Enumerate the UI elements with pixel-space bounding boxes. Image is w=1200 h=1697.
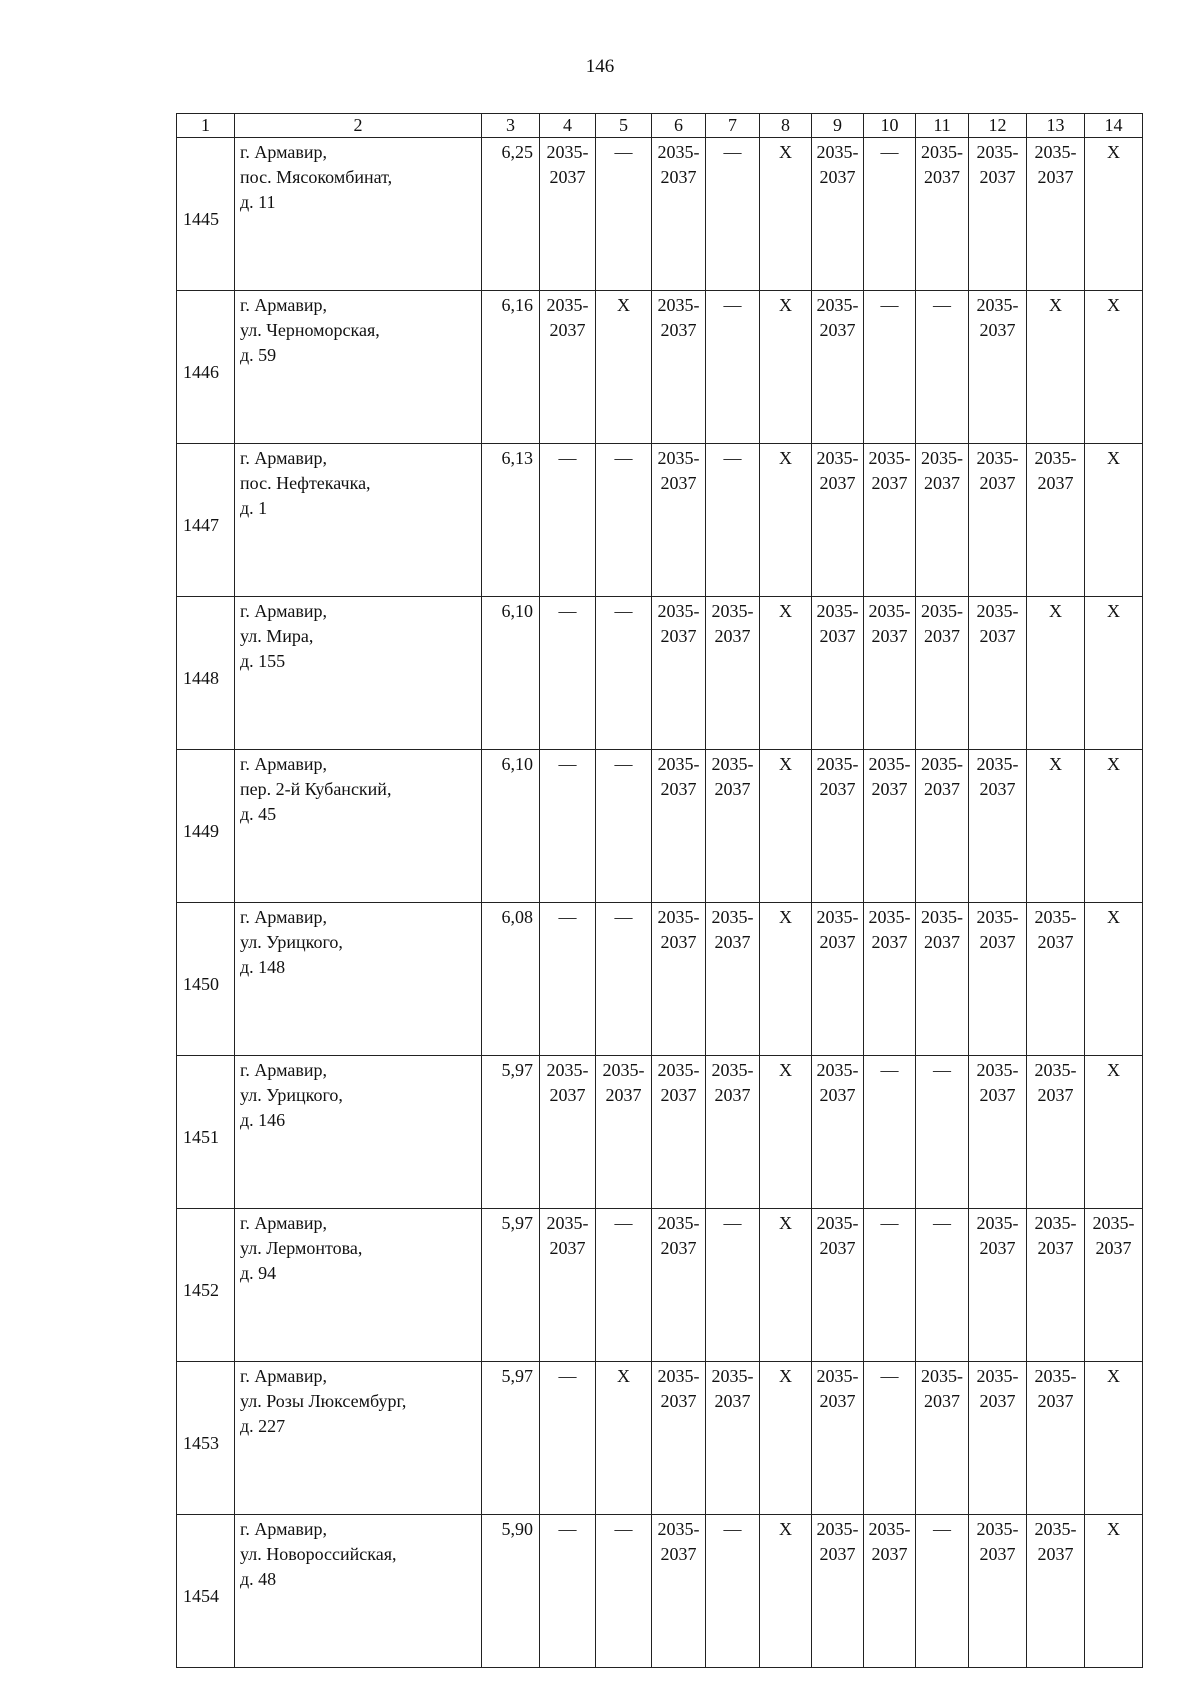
column-header: 2 xyxy=(235,114,482,138)
address-line: г. Армавир, xyxy=(240,1519,327,1539)
schedule-cell: 2035- 2037 xyxy=(540,291,596,444)
schedule-cell: 2035- 2037 xyxy=(969,750,1027,903)
index-value: 6,13 xyxy=(482,444,540,597)
schedule-cell: 2035- 2037 xyxy=(864,444,916,597)
schedule-cell: — xyxy=(864,138,916,291)
schedule-cell: X xyxy=(1085,1056,1143,1209)
schedule-cell: 2035- 2037 xyxy=(812,903,864,1056)
schedule-cell: 2035- 2037 xyxy=(706,903,760,1056)
schedule-cell: 2035- 2037 xyxy=(916,750,969,903)
schedule-cell: X xyxy=(1085,444,1143,597)
schedule-cell: X xyxy=(1085,291,1143,444)
schedule-cell: X xyxy=(1027,291,1085,444)
address-cell xyxy=(235,1515,482,1668)
address-line: пос. Нефтекачка, xyxy=(240,473,371,493)
schedule-cell: 2035- 2037 xyxy=(864,1515,916,1668)
index-value: 6,25 xyxy=(482,138,540,291)
address-line: г. Армавир, xyxy=(240,907,327,927)
schedule-cell: 2035- 2037 xyxy=(652,597,706,750)
schedule-cell: X xyxy=(760,1209,812,1362)
address-line: ул. Мира, xyxy=(240,626,314,646)
schedule-cell: 2035- 2037 xyxy=(540,1209,596,1362)
column-header: 5 xyxy=(596,114,652,138)
address-line: г. Армавир, xyxy=(240,754,327,774)
address-cell xyxy=(235,138,482,291)
schedule-cell: 2035- 2037 xyxy=(706,1362,760,1515)
schedule-cell: 2035- 2037 xyxy=(1027,1056,1085,1209)
address-line: ул. Новороссийская, xyxy=(240,1544,397,1564)
row-number: 1452 xyxy=(177,1209,235,1362)
schedule-cell: — xyxy=(706,291,760,444)
address-cell xyxy=(235,444,482,597)
row-number: 1451 xyxy=(177,1056,235,1209)
schedule-cell: — xyxy=(540,597,596,750)
table-row xyxy=(177,291,1143,444)
schedule-cell: X xyxy=(760,1515,812,1668)
schedule-cell: X xyxy=(1027,597,1085,750)
schedule-cell: 2035- 2037 xyxy=(652,903,706,1056)
address-line: д. 155 xyxy=(240,651,286,671)
row-number: 1447 xyxy=(177,444,235,597)
schedule-cell: X xyxy=(596,291,652,444)
schedule-cell: 2035- 2037 xyxy=(1027,903,1085,1056)
schedule-cell: 2035- 2037 xyxy=(652,750,706,903)
column-header: 9 xyxy=(812,114,864,138)
address-cell xyxy=(235,597,482,750)
schedule-cell: X xyxy=(760,444,812,597)
schedule-cell: — xyxy=(540,750,596,903)
schedule-cell: 2035- 2037 xyxy=(812,138,864,291)
column-header: 8 xyxy=(760,114,812,138)
schedule-cell: — xyxy=(864,1209,916,1362)
row-number: 1449 xyxy=(177,750,235,903)
schedule-cell: 2035- 2037 xyxy=(1027,1362,1085,1515)
schedule-cell: 2035- 2037 xyxy=(916,903,969,1056)
row-number: 1448 xyxy=(177,597,235,750)
schedule-cell: — xyxy=(540,1515,596,1668)
schedule-cell: 2035- 2037 xyxy=(969,1056,1027,1209)
schedule-cell: — xyxy=(916,291,969,444)
schedule-cell: — xyxy=(540,903,596,1056)
column-header: 11 xyxy=(916,114,969,138)
schedule-cell: — xyxy=(864,1362,916,1515)
address-line: пер. 2-й Кубанский, xyxy=(240,779,392,799)
schedule-cell: 2035- 2037 xyxy=(652,138,706,291)
schedule-cell: — xyxy=(706,1515,760,1668)
schedule-cell: X xyxy=(1085,138,1143,291)
index-value: 5,90 xyxy=(482,1515,540,1668)
schedule-cell: X xyxy=(760,750,812,903)
schedule-cell: X xyxy=(596,1362,652,1515)
row-number: 1454 xyxy=(177,1515,235,1668)
schedule-cell: 2035- 2037 xyxy=(652,1362,706,1515)
row-number: 1453 xyxy=(177,1362,235,1515)
schedule-cell: 2035- 2037 xyxy=(812,1056,864,1209)
schedule-cell: 2035- 2037 xyxy=(1027,444,1085,597)
address-cell xyxy=(235,291,482,444)
row-number: 1445 xyxy=(177,138,235,291)
schedule-cell: — xyxy=(596,597,652,750)
schedule-cell: 2035- 2037 xyxy=(540,138,596,291)
schedule-cell: — xyxy=(706,1209,760,1362)
schedule-cell: 2035- 2037 xyxy=(812,1209,864,1362)
schedule-cell: 2035- 2037 xyxy=(706,597,760,750)
schedule-cell: 2035- 2037 xyxy=(812,1362,864,1515)
schedule-cell: 2035- 2037 xyxy=(706,1056,760,1209)
schedule-cell: — xyxy=(596,444,652,597)
table-row xyxy=(177,1209,1143,1362)
schedule-cell: 2035- 2037 xyxy=(969,138,1027,291)
schedule-cell: 2035- 2037 xyxy=(652,1056,706,1209)
schedule-cell: 2035- 2037 xyxy=(969,597,1027,750)
schedule-cell: — xyxy=(540,444,596,597)
schedule-cell: 2035- 2037 xyxy=(596,1056,652,1209)
address-cell xyxy=(235,1209,482,1362)
schedule-cell: — xyxy=(596,1209,652,1362)
schedule-cell: X xyxy=(760,1362,812,1515)
schedule-cell: 2035- 2037 xyxy=(916,1362,969,1515)
column-header: 1 xyxy=(177,114,235,138)
schedule-cell: 2035- 2037 xyxy=(916,444,969,597)
schedule-cell: X xyxy=(1085,1362,1143,1515)
schedule-cell: 2035- 2037 xyxy=(969,444,1027,597)
schedule-cell: 2035- 2037 xyxy=(1085,1209,1143,1362)
schedule-cell: — xyxy=(596,1515,652,1668)
column-header: 7 xyxy=(706,114,760,138)
schedule-cell: 2035- 2037 xyxy=(916,138,969,291)
address-line: д. 94 xyxy=(240,1263,277,1283)
schedule-cell: 2035- 2037 xyxy=(812,291,864,444)
address-line: г. Армавир, xyxy=(240,1060,327,1080)
schedule-cell: X xyxy=(760,1056,812,1209)
table-row xyxy=(177,597,1143,750)
schedule-cell: X xyxy=(760,597,812,750)
schedule-cell: X xyxy=(1085,903,1143,1056)
schedule-cell: 2035- 2037 xyxy=(706,750,760,903)
table-row xyxy=(177,1362,1143,1515)
schedule-cell: 2035- 2037 xyxy=(916,597,969,750)
column-header: 6 xyxy=(652,114,706,138)
address-line: г. Армавир, xyxy=(240,448,327,468)
schedule-cell: — xyxy=(596,903,652,1056)
column-header: 14 xyxy=(1085,114,1143,138)
address-line: ул. Розы Люксембург, xyxy=(240,1391,407,1411)
column-header: 13 xyxy=(1027,114,1085,138)
schedule-cell: 2035- 2037 xyxy=(812,1515,864,1668)
schedule-cell: 2035- 2037 xyxy=(652,291,706,444)
schedule-cell: 2035- 2037 xyxy=(1027,138,1085,291)
schedule-cell: X xyxy=(760,903,812,1056)
schedule-cell: X xyxy=(1085,750,1143,903)
address-line: ул. Урицкого, xyxy=(240,1085,343,1105)
table-row xyxy=(177,750,1143,903)
schedule-cell: X xyxy=(1085,1515,1143,1668)
address-line: ул. Урицкого, xyxy=(240,932,343,952)
schedule-cell: — xyxy=(864,291,916,444)
schedule-cell: X xyxy=(1027,750,1085,903)
schedule-cell: 2035- 2037 xyxy=(969,291,1027,444)
address-line: г. Армавир, xyxy=(240,1366,327,1386)
schedule-cell: 2035- 2037 xyxy=(812,750,864,903)
schedule-cell: 2035- 2037 xyxy=(969,1209,1027,1362)
column-header: 4 xyxy=(540,114,596,138)
row-number: 1446 xyxy=(177,291,235,444)
address-line: д. 48 xyxy=(240,1569,277,1589)
address-line: г. Армавир, xyxy=(240,142,327,162)
schedule-cell: 2035- 2037 xyxy=(652,1209,706,1362)
schedule-cell: 2035- 2037 xyxy=(540,1056,596,1209)
schedule-cell: — xyxy=(864,1056,916,1209)
schedule-cell: 2035- 2037 xyxy=(969,903,1027,1056)
schedule-cell: — xyxy=(706,444,760,597)
address-line: ул. Лермонтова, xyxy=(240,1238,363,1258)
address-line: ул. Черноморская, xyxy=(240,320,380,340)
schedule-cell: 2035- 2037 xyxy=(864,750,916,903)
address-line: д. 146 xyxy=(240,1110,286,1130)
address-cell xyxy=(235,750,482,903)
address-line: г. Армавир, xyxy=(240,1213,327,1233)
address-cell xyxy=(235,1056,482,1209)
schedule-cell: 2035- 2037 xyxy=(864,903,916,1056)
schedule-cell: — xyxy=(540,1362,596,1515)
table-body xyxy=(177,138,1143,1668)
address-line: г. Армавир, xyxy=(240,295,327,315)
address-line: д. 148 xyxy=(240,957,286,977)
address-line: д. 11 xyxy=(240,192,276,212)
table-row xyxy=(177,1515,1143,1668)
address-cell xyxy=(235,1362,482,1515)
table-row xyxy=(177,138,1143,291)
column-header: 10 xyxy=(864,114,916,138)
index-value: 6,10 xyxy=(482,750,540,903)
table-row xyxy=(177,1056,1143,1209)
schedule-cell: 2035- 2037 xyxy=(652,1515,706,1668)
register-table xyxy=(176,113,1143,1668)
schedule-cell: — xyxy=(916,1515,969,1668)
address-line: г. Армавир, xyxy=(240,601,327,621)
schedule-cell: 2035- 2037 xyxy=(1027,1515,1085,1668)
address-cell xyxy=(235,903,482,1056)
schedule-cell: X xyxy=(1085,597,1143,750)
address-line: д. 227 xyxy=(240,1416,286,1436)
index-value: 5,97 xyxy=(482,1362,540,1515)
column-header: 12 xyxy=(969,114,1027,138)
schedule-cell: X xyxy=(760,291,812,444)
schedule-cell: — xyxy=(916,1209,969,1362)
index-value: 5,97 xyxy=(482,1209,540,1362)
schedule-cell: 2035- 2037 xyxy=(1027,1209,1085,1362)
schedule-cell: — xyxy=(706,138,760,291)
index-value: 6,10 xyxy=(482,597,540,750)
address-line: д. 45 xyxy=(240,804,277,824)
index-value: 5,97 xyxy=(482,1056,540,1209)
schedule-cell: 2035- 2037 xyxy=(812,597,864,750)
index-value: 6,16 xyxy=(482,291,540,444)
address-line: пос. Мясокомбинат, xyxy=(240,167,393,187)
page-number: 146 xyxy=(585,56,615,77)
table-row xyxy=(177,444,1143,597)
address-line: д. 1 xyxy=(240,498,268,518)
column-header: 3 xyxy=(482,114,540,138)
schedule-cell: X xyxy=(760,138,812,291)
schedule-cell: — xyxy=(596,750,652,903)
schedule-cell: 2035- 2037 xyxy=(652,444,706,597)
address-line: д. 59 xyxy=(240,345,277,365)
schedule-cell: 2035- 2037 xyxy=(969,1362,1027,1515)
schedule-cell: — xyxy=(596,138,652,291)
table-row xyxy=(177,903,1143,1056)
header-row xyxy=(177,114,1143,138)
index-value: 6,08 xyxy=(482,903,540,1056)
schedule-cell: — xyxy=(916,1056,969,1209)
schedule-cell: 2035- 2037 xyxy=(812,444,864,597)
schedule-cell: 2035- 2037 xyxy=(864,597,916,750)
row-number: 1450 xyxy=(177,903,235,1056)
schedule-cell: 2035- 2037 xyxy=(969,1515,1027,1668)
